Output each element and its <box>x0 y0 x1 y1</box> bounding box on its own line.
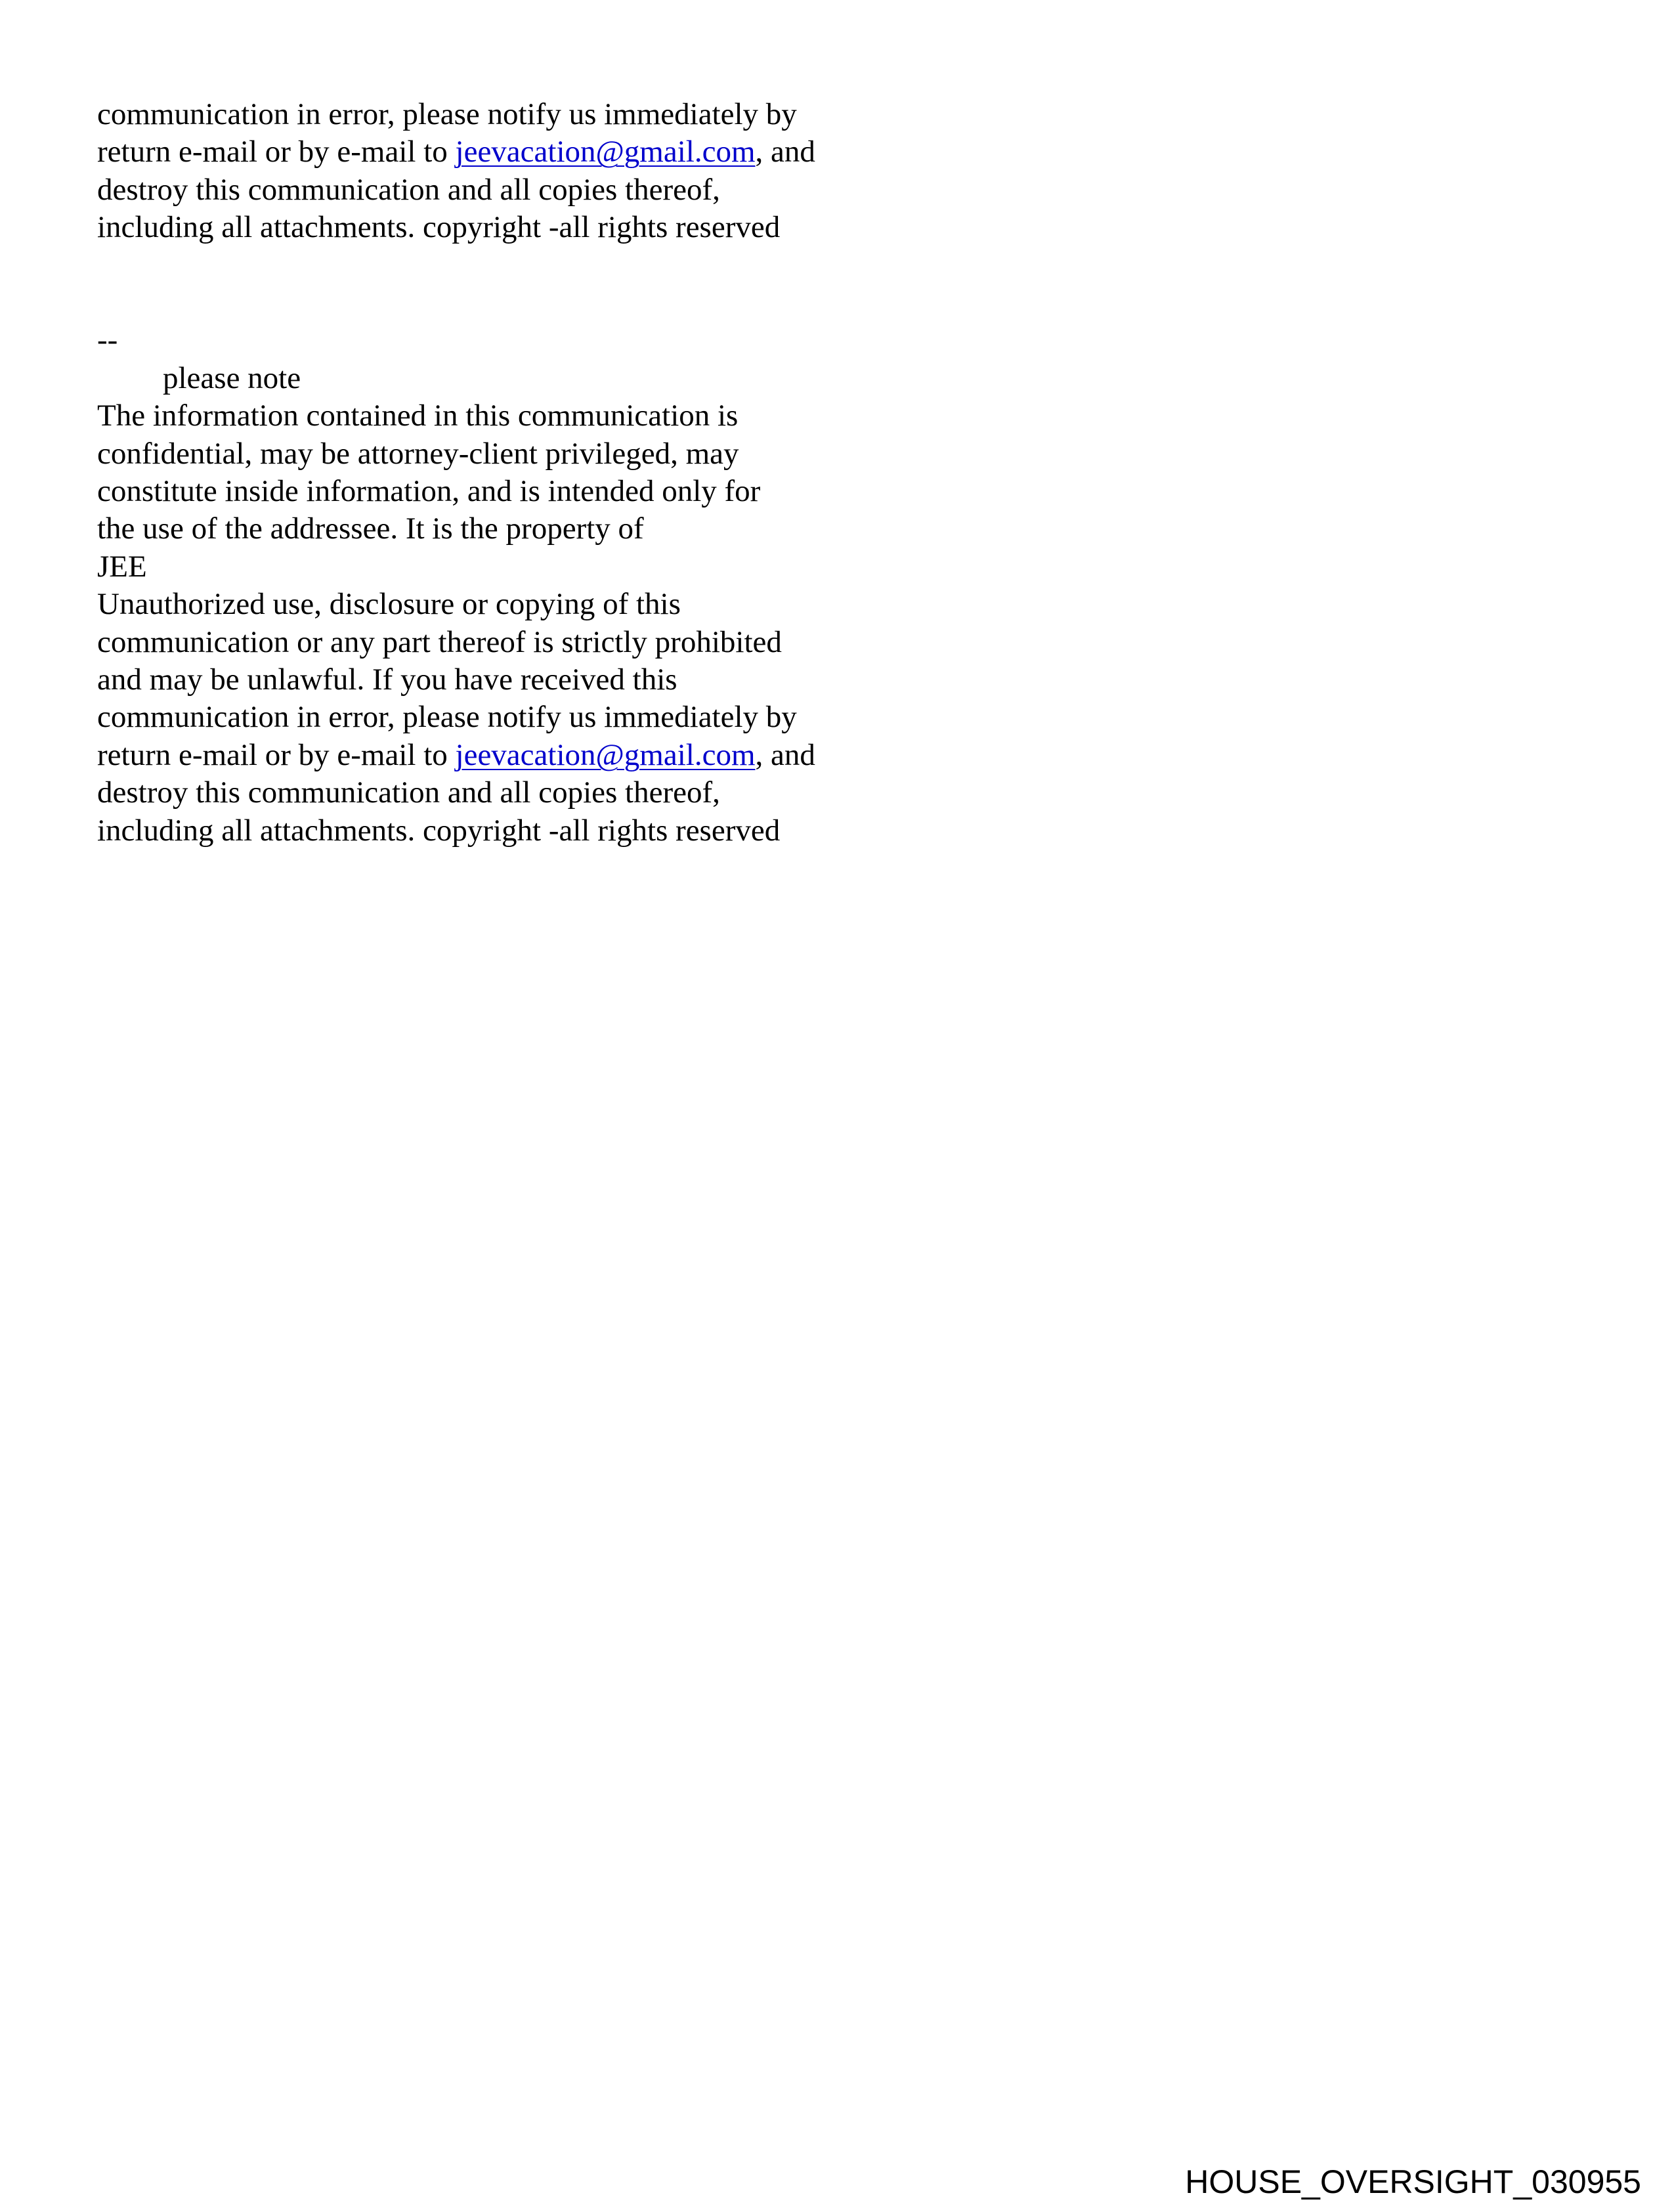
email-document-body <box>97 96 951 850</box>
email-link[interactable]: jeevacation@gmail.com <box>455 135 756 169</box>
disclaimer-line: destroy this communication and all copies thereof, <box>97 172 720 207</box>
disclaimer-line: constitute inside information, and is intended only for <box>97 474 761 509</box>
text-fragment: , and <box>755 737 815 772</box>
disclaimer-email-line <box>97 133 951 171</box>
disclaimer-line: JEE <box>97 549 147 584</box>
disclaimer-block-2 <box>97 322 951 850</box>
disclaimer-line: confidential, may be attorney-client privileged, may <box>97 436 739 471</box>
bates-number: HOUSE_OVERSIGHT_030955 <box>1185 2163 1641 2200</box>
email-link[interactable]: jeevacation@gmail.com <box>455 737 756 772</box>
text-fragment: return e-mail or by e-mail to <box>97 737 456 772</box>
disclaimer-email-line <box>97 737 951 774</box>
disclaimer-line: the use of the addressee. It is the property of <box>97 511 644 546</box>
disclaimer-line: communication or any part thereof is strictly prohibited <box>97 624 782 659</box>
disclaimer-line: The information contained in this communication is <box>97 399 739 433</box>
disclaimer-line: destroy this communication and all copies thereof, <box>97 775 720 810</box>
disclaimer-line: communication in error, please notify us immediately by <box>97 97 797 131</box>
disclaimer-block-1 <box>97 96 951 247</box>
disclaimer-line: including all attachments. copyright -all rights reserved <box>97 210 781 245</box>
please-note-heading: please note <box>163 360 301 395</box>
spacer <box>97 247 951 322</box>
disclaimer-line: and may be unlawful. If you have received this <box>97 662 677 697</box>
disclaimer-line: communication in error, please notify us immediately by <box>97 700 797 735</box>
disclaimer-line: including all attachments. copyright -all rights reserved <box>97 813 781 848</box>
text-fragment: , and <box>755 135 815 169</box>
disclaimer-line: Unauthorized use, disclosure or copying of this <box>97 587 681 622</box>
text-fragment: return e-mail or by e-mail to <box>97 135 456 169</box>
signature-separator: -- <box>97 323 118 358</box>
